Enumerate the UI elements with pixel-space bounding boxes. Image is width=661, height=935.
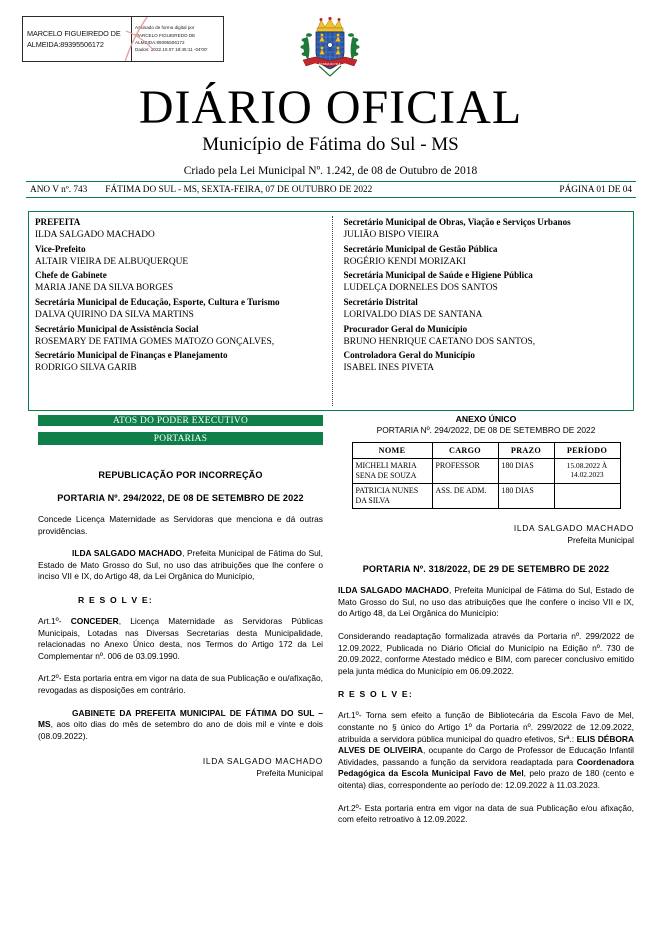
art1-rest: , Licença Maternidade as Servidoras Públicas Municipais, Lotadas nas Diversas Secretarias desta Municipalidade, relacionadas no Anexo Único desta, nos Termos do Artigo 172 da Lei Complementar nº. 006 de 03.09.1990. <box>38 615 323 661</box>
republicacao-heading: REPUBLICAÇÃO POR INCORREÇÃO <box>98 470 263 480</box>
edition-year-number: ANO V nº. 743 <box>30 184 88 195</box>
column-header-nome: NOME <box>352 443 432 459</box>
p318-art1-a: Art.1º- Torna sem efeito a função de Bibliotecária da Escola Favo de Mel, constante no § único do Artigo 1º da Portaria nº. 299/2022 de 12.09.2022, atribuída a servidora pública municipal do quadro efetivos, Srª.: <box>338 710 634 744</box>
portaria-294-title: PORTARIA Nº. 294/2022, DE 08 DE SETEMBRO DE 2022 <box>57 493 304 503</box>
official-role: Secretário Municipal de Assistência Social <box>35 323 199 334</box>
official-name: JULIÃO BISPO VIEIRA <box>343 230 440 241</box>
p318-art1-e: , pelo prazo de 180 (cento e oitenta) dias, correspondente ao período de: 12.09.2022 à 11.03.2023. <box>338 768 634 790</box>
official-name: MARIA JANE DA SILVA BORGES <box>35 283 174 294</box>
resolve-label-318: R E S O L V E: <box>338 689 413 700</box>
column-header-prazo: PRAZO <box>498 443 554 459</box>
crown <box>317 17 343 32</box>
portaria-318-art1 <box>338 710 634 791</box>
p318-mayor-name: ILDA SALGADO MACHADO <box>338 585 449 596</box>
signature-subject <box>23 17 131 61</box>
content-column-right <box>338 414 634 826</box>
signature-meta-line1: Assinado de forma digital por <box>135 25 195 31</box>
signer-name: ILDA SALGADO MACHADO <box>513 523 634 534</box>
page-title: DIÁRIO OFICIAL <box>138 81 523 134</box>
official-name: ROSEMARY DE FATIMA GOMES MATOZO GONÇALVES, <box>35 336 275 347</box>
resolve-label-294: R E S O L V E: <box>78 594 153 605</box>
official-role: Vice-Prefeito <box>35 243 86 254</box>
official-name: RODRIGO SILVA GARIB <box>35 363 137 374</box>
signer-name: ILDA SALGADO MACHADO <box>202 756 323 767</box>
digital-signature-stamp <box>22 16 224 62</box>
masthead <box>0 81 661 177</box>
official-role: Secretário Municipal de Finanças e Planejamento <box>35 350 228 361</box>
preamble-rest: , Prefeita Municipal de Fátima do Sul, Estado de Mato Grosso do Sul, no uso das atribuições que lhe confere o inciso VII e IX, do Artigo 48, da Lei Orgânica do Município, <box>38 548 323 582</box>
column-header-periodo: PERÍODO <box>554 443 620 459</box>
portaria-294-art1 <box>38 616 323 662</box>
anexo-unico-heading: ANEXO ÚNICO <box>455 414 517 424</box>
coat-of-arms-icon <box>297 14 363 80</box>
portaria-294-ementa: Concede Licença Maternidade as Servidoras que menciona e dá outras providências. <box>38 514 323 536</box>
gabinete-bold: GABINETE DA PREFEITA MUNICIPAL DE FÁTIMA DO SUL – MS <box>38 707 323 730</box>
cell-prazo: 180 DIAS <box>498 459 554 484</box>
signature-subject-line1: MARCELO FIGUEIREDO DE <box>27 28 121 38</box>
official-name: LORIVALDO DIAS DE SANTANA <box>343 309 483 320</box>
edition-date: FÁTIMA DO SUL - MS, SEXTA-FEIRA, 07 DE OUTUBRO DE 2022 <box>105 184 373 195</box>
official-name: LUDELÇA DORNELES DOS SANTOS <box>343 283 498 294</box>
cell-periodo <box>554 484 620 509</box>
portaria-318-title: PORTARIA Nº. 318/2022, DE 29 DE SETEMBRO DE 2022 <box>362 564 610 575</box>
official-role: Chefe de Gabinete <box>35 270 107 281</box>
signature-meta-line3: ALMEIDA:89395506172 <box>135 40 185 45</box>
preamble-mayor-name: ILDA SALGADO MACHADO <box>72 548 183 559</box>
table-header-row <box>352 443 620 459</box>
portaria-318-preamble <box>338 585 634 620</box>
portaria-294-art2: Art.2º- Esta portaria entra em vigor na data de sua Publicação e ou/afixação, revogadas as disposições em contrário. <box>38 673 323 695</box>
signature-block-left <box>38 756 323 780</box>
art1-prefix: Art.1º- <box>38 615 71 626</box>
anexo-unico-subheading: PORTARIA Nº. 294/2022, DE 08 DE SETEMBRO DE 2022 <box>376 425 596 435</box>
officials-column-right <box>332 216 629 406</box>
gabinete-rest: , aos oito dias do mês de setembro do ano de dois mil e vinte e dois (08.09.2022). <box>38 719 323 741</box>
p318-nova-funcao: Coordenadora Pedagógica da Escola Municipal Favo de Mel <box>338 756 634 779</box>
official-role: Secretária Municipal de Saúde e Higiene Pública <box>343 270 533 281</box>
officials-box <box>28 211 634 411</box>
content-column-left <box>38 470 323 780</box>
section-bar-portarias: PORTARIAS <box>38 432 323 445</box>
anexo-table <box>352 442 621 509</box>
p318-art1-c: , ocupante do Cargo de Professor de Educação Infantil Atividades, passando a função da servidora readaptada para <box>338 745 634 767</box>
official-name: ROGÉRIO KENDI MORIZAKI <box>343 256 466 267</box>
official-role: PREFEITA <box>35 217 81 227</box>
official-name: ISABEL INES PIVETA <box>343 363 435 374</box>
official-role: Secretário Municipal de Gestão Pública <box>343 243 498 254</box>
official-name: ALTAIR VIEIRA DE ALBUQUERQUE <box>35 256 189 267</box>
signature-meta-line2: MARCELO FIGUEIREDO DE <box>135 32 196 38</box>
portaria-294-gabinete <box>38 708 323 743</box>
art1-verb: CONCEDER <box>70 615 119 626</box>
official-role: Secretário Municipal de Obras, Viação e Serviços Urbanos <box>343 217 571 227</box>
official-name: ILDA SALGADO MACHADO <box>35 230 155 241</box>
signature-block-anexo <box>338 523 634 547</box>
p318-rest: , Prefeita Municipal de Fátima do Sul, Estado de Mato Grosso do Sul, no uso das atribuições que lhe confere o inciso VII e IX, do Artigo 48, da Lei Orgânica do Município: <box>338 585 634 619</box>
official-role: Procurador Geral do Município <box>343 323 468 334</box>
cell-nome: MICHELI MARIA SENA DE SOUZA <box>352 459 432 484</box>
cell-nome: PATRICIA NUNES DA SILVA <box>352 484 432 509</box>
svg-text:FATIMA DO SUL: FATIMA DO SUL <box>318 62 342 66</box>
section-bar-atos-poder-executivo: ATOS DO PODER EXECUTIVO <box>38 415 323 426</box>
signer-role: Prefeita Municipal <box>567 535 634 546</box>
portaria-294-preamble <box>38 548 323 583</box>
cell-cargo: ASS. DE ADM. <box>432 484 498 509</box>
cell-prazo: 180 DIAS <box>498 484 554 509</box>
signature-meta-line4: Dados: 2022.10.07 18:45:11 -04'00' <box>135 47 208 53</box>
portaria-318-art2: Art.2º- Esta portaria entra em vigor na data de sua Publicação e/ou afixação, com efeito retroativo à 12.09.2022. <box>338 802 634 825</box>
official-role: Controladora Geral do Município <box>343 350 475 361</box>
masthead-subtitle: Município de Fátima do Sul - MS <box>202 134 459 155</box>
portaria-318-considerando: Considerando readaptação formalizada através da Portaria nº. 299/2022 de 12.09.2022, Publicada no Diário Oficial do Município na Edição nº. 730 de 20.09.2022, conforme Atestado médico e BIM, com parecer conclusivo emitido pela junta médica do Município em 06.09.2022. <box>338 631 634 676</box>
table-row <box>352 459 620 484</box>
signature-metadata <box>132 17 223 61</box>
column-header-cargo: CARGO <box>432 443 498 459</box>
official-name: DALVA QUIRINO DA SILVA MARTINS <box>35 309 194 320</box>
official-role: Secretário Distrital <box>343 296 418 307</box>
p318-servidora-name: ELIS DÉBORA ALVES DE OLIVEIRA <box>338 733 634 756</box>
officials-column-left <box>35 216 332 406</box>
page-number: PÁGINA 01 DE 04 <box>559 184 632 195</box>
edition-info-bar <box>26 181 636 198</box>
signature-subject-line2: ALMEIDA:89395506172 <box>27 40 104 49</box>
official-name: BRUNO HENRIQUE CAETANO DOS SANTOS, <box>343 336 536 347</box>
signer-role: Prefeita Municipal <box>256 768 323 779</box>
cell-periodo: 15.08.2022 À 14.02.2023 <box>554 459 620 484</box>
masthead-law: Criado pela Lei Municipal Nº. 1.242, de 08 de Outubro de 2018 <box>183 164 478 177</box>
table-row <box>352 484 620 509</box>
official-role: Secretária Municipal de Educação, Esporte, Cultura e Turismo <box>35 296 280 307</box>
cell-cargo: PROFESSOR <box>432 459 498 484</box>
